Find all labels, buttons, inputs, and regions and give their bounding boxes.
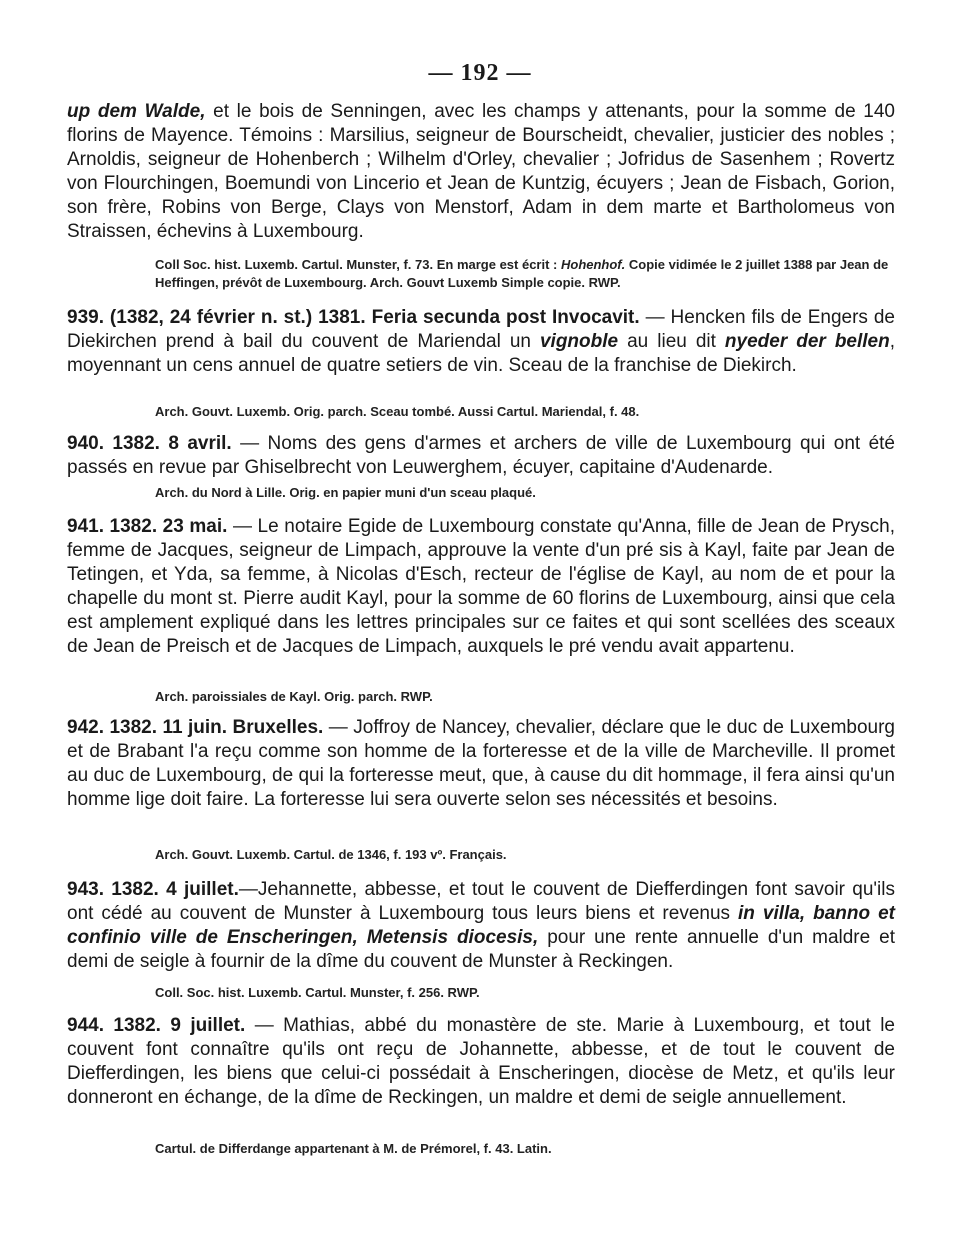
- entry-940-head: 940. 1382. 8 avril.: [67, 433, 232, 454]
- entry-943-head: 943. 1382. 4 juillet.: [67, 879, 239, 900]
- intro-lead-italic: up dem Walde,: [67, 101, 206, 122]
- entry-939-text-c: , moyennant un cens annuel de quatre setiers de vin. Sceau de la franchise de Diekirch.: [67, 331, 895, 376]
- entry-939-text-b: au lieu dit: [618, 331, 725, 352]
- entry-941-head: 941. 1382. 23 mai.: [67, 516, 228, 537]
- entry-943-italic: in villa, banno et confinio ville de Enscheringen, Metensis diocesis,: [67, 903, 895, 948]
- entry-939-head: 939. (1382, 24 février n. st.) 1381.: [67, 307, 372, 328]
- entry-939-head-bold: Feria secunda post Invocavit.: [371, 307, 640, 328]
- entry-941-text: — Le notaire Egide de Luxembourg constate qu'Anna, fille de Jean de Prysch, femme de Jacques, seigneur de Limpach, approuve la vente d'un pré sis à Kayl, faite par Jean de Tetingen, et Yda, sa femme, à Nicolas d'Esch, recteur de l'église de Kayl, au nom de et pour la chapelle du mont st. Pierre audit Kayl, pour la somme de 60 florins de Luxembourg, ainsi que cela est amplement expliqué dans les lettres principales sur ce faites et qui sont scellées des sceaux de Jean de Preisch et de Jacques de Limpach, auxquels le pré vendu avait appartenu.: [67, 516, 895, 657]
- entry-942-note: Arch. Gouvt. Luxemb. Cartul. de 1346, f. 193 vº. Français.: [155, 847, 507, 862]
- entry-939: [67, 306, 895, 378]
- intro-note-italic: Hohenhof.: [560, 257, 626, 272]
- intro-note-part-b: Copie vidimée le 2 juillet 1388 par Jean de Heffingen, prévôt de Luxembourg. Arch. Gouvt Luxemb Simple copie. RWP.: [155, 257, 889, 290]
- entry-942-head: 942. 1382. 11 juin.: [67, 717, 233, 738]
- entry-939-text-a: — Hencken fils de Engers de Diekirchen prend à bail du couvent de Mariendal un: [67, 307, 895, 352]
- entry-939-note: Arch. Gouvt. Luxemb. Orig. parch. Sceau tombé. Aussi Cartul. Mariendal, f. 48.: [155, 404, 640, 419]
- entry-944-head: 944. 1382. 9 juillet.: [67, 1015, 246, 1036]
- entry-944: [67, 1014, 895, 1110]
- entry-941-note: Arch. paroissiales de Kayl. Orig. parch. RWP.: [155, 689, 433, 704]
- intro-note-part-a: Coll Soc. hist. Luxemb. Cartul. Munster, f. 73. En marge est écrit :: [155, 257, 561, 272]
- entry-939-italic-2: nyeder der bellen: [724, 331, 890, 352]
- entry-942-text: — Joffroy de Nancey, chevalier, déclare que le duc de Luxembourg et de Brabant l'a reçu comme son homme de la forteresse et de la ville de Marcheville. Il promet au duc de Luxembourg, de qui la forteresse meut, que, à cause du dit hommage, il fera ainsi qu'un homme lige doit faire. La forteresse lui sera ouverte selon ses nécessités et besoins.: [67, 717, 895, 810]
- entry-943: [67, 878, 895, 974]
- entry-944-text: — Mathias, abbé du monastère de ste. Marie à Luxembourg, et tout le couvent font connaître qu'ils ont reçu de Johannette, abbesse, et de tout le couvent de Diefferdingen, les biens que celui-ci possédait à Enscheringen, diocèse de Metz, et qu'ils leur donneront en échange, de la dîme de Reckingen, un maldre et demi de seigle annuellement.: [67, 1015, 895, 1108]
- entry-941: [67, 515, 895, 659]
- entry-943-text-a: —Jehannette, abbesse, et tout le couvent de Diefferdingen font savoir qu'ils ont cédé au couvent de Munster à Luxembourg tous leurs biens et revenus: [67, 879, 895, 924]
- entry-939-italic-1: vignoble: [539, 331, 619, 352]
- entry-940-text: — Noms des gens d'armes et archers de ville de Luxembourg qui ont été passés en revue par Ghiselbrecht von Leuwerghem, écuyer, capitaine d'Audenarde.: [67, 433, 895, 478]
- page-number: — 192 —: [428, 60, 532, 86]
- entry-940: [67, 432, 895, 480]
- entry-943-note: Coll. Soc. hist. Luxemb. Cartul. Munster, f. 256. RWP.: [155, 985, 480, 1000]
- intro-text: et le bois de Senningen, avec les champs y attenants, pour la somme de 140 florins de Mayence. Témoins : Marsilius, seigneur de Bourscheidt, chevalier, justicier des nobles ; Arnoldis, seigneur de Hohenberch ; Wilhelm d'Orley, chevalier ; Jofridus de Sasenhem ; Rovertz von Flourchingen, Boemundi von Lincerio et Jean de Kuntzig, écuyers ; Jean de Fisbach, Gorion, son frère, Robins von Berge, Clays von Menstorf, Adam in dem marte et Bartholomeus von Straissen, échevins à Luxembourg.: [67, 101, 895, 242]
- entry-940-note: Arch. du Nord à Lille. Orig. en papier muni d'un sceau plaqué.: [155, 485, 536, 500]
- entry-942: [67, 716, 895, 812]
- entry-944-note: Cartul. de Differdange appartenant à M. de Prémorel, f. 43. Latin.: [155, 1141, 552, 1156]
- entry-942-head-bold: Bruxelles.: [232, 717, 324, 738]
- intro-paragraph: [67, 100, 895, 244]
- intro-source-note: [155, 256, 895, 292]
- entry-943-text-b: pour une rente annuelle d'un maldre et demi de seigle à fournir de la dîme du couvent de Munster à Reckingen.: [67, 927, 895, 972]
